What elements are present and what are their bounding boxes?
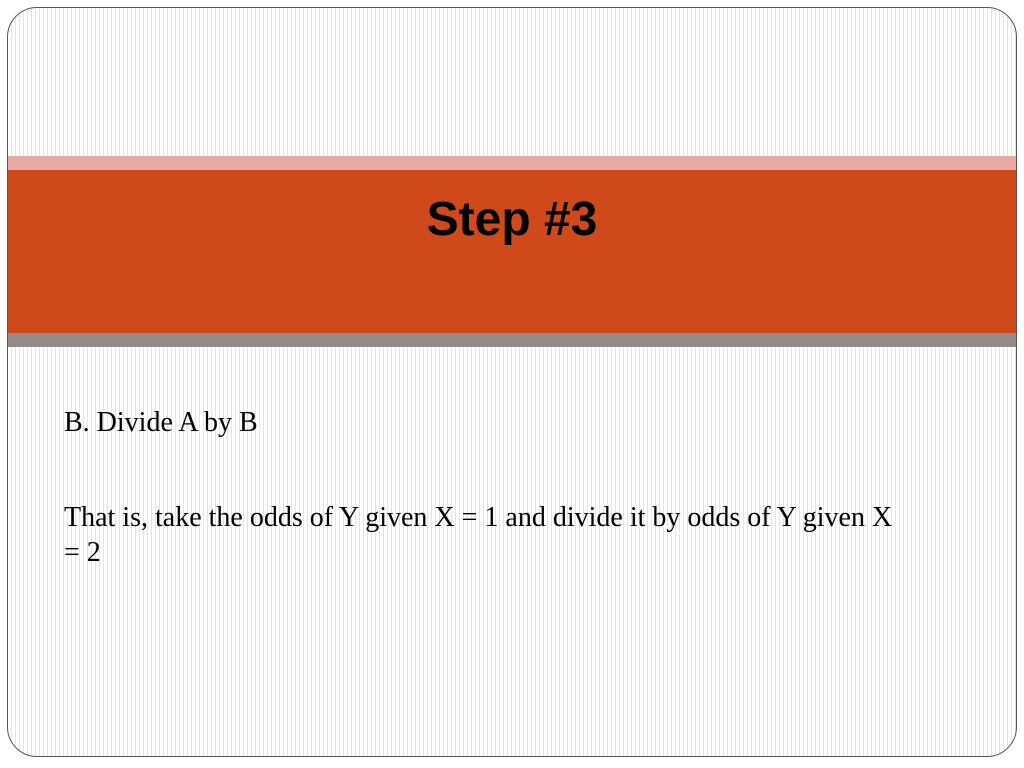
title-band-top-stripe [8, 156, 1016, 170]
slide [7, 7, 1017, 757]
slide-title: Step #3 [426, 193, 598, 246]
title-band-bottom-stripe [8, 333, 1016, 347]
body-paragraph-2: That is, take the odds of Y given X = 1 and divide it by odds of Y given X = 2 [64, 502, 893, 568]
body-paragraph-1: B. Divide A by B [64, 407, 258, 438]
